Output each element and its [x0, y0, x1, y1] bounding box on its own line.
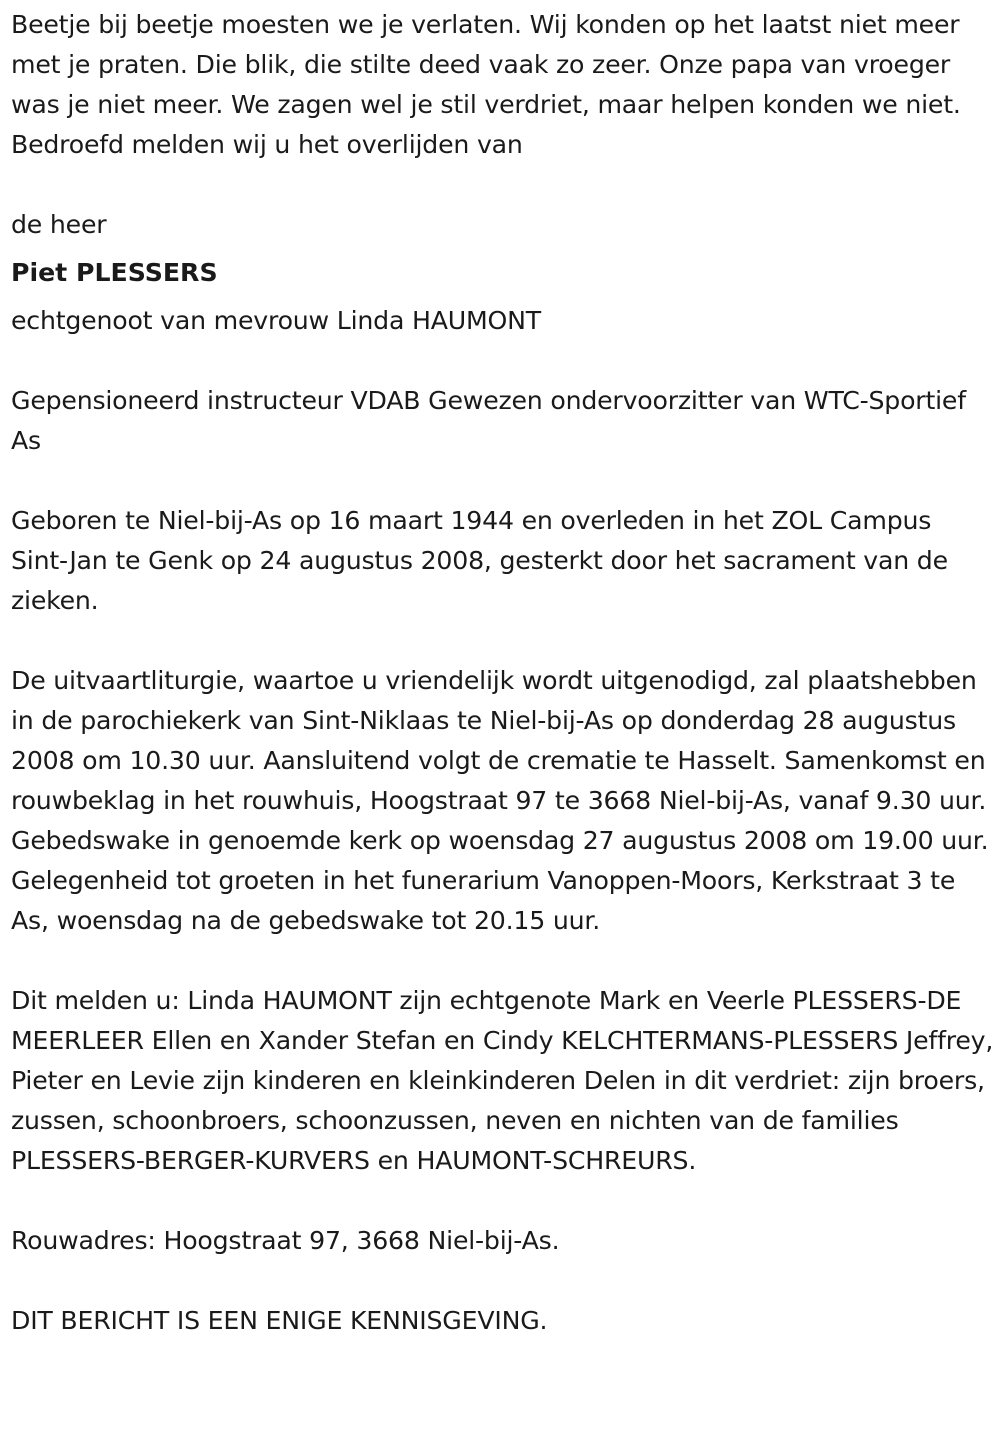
spacer	[11, 165, 996, 205]
title-prefix: de heer	[11, 210, 107, 239]
spacer	[11, 941, 996, 981]
obituary-notice	[11, 5, 996, 1341]
spacer	[11, 461, 996, 501]
birth-death-paragraph: Geboren te Niel-bij-As op 16 maart 1944 en overleden in het ZOL Campus Sint-Jan te Genk op 24 augustus 2008, gesterkt door het sacrament van de zieken.	[11, 506, 948, 615]
spacer	[11, 1181, 996, 1221]
spacer	[11, 293, 996, 301]
closing-line: DIT BERICHT IS EEN ENIGE KENNISGEVING.	[11, 1306, 548, 1335]
occupation-paragraph: Gepensioneerd instructeur VDAB Gewezen ondervoorzitter van WTC-Sportief As	[11, 386, 966, 455]
spacer	[11, 245, 996, 253]
address-line: Rouwadres: Hoogstraat 97, 3668 Niel-bij-As.	[11, 1226, 560, 1255]
funeral-paragraph: De uitvaartliturgie, waartoe u vriendelijk wordt uitgenodigd, zal plaatshebben in de parochiekerk van Sint-Niklaas te Niel-bij-As op donderdag 28 augustus 2008 om 10.30 uur. Aansluitend volgt de crematie te Hasselt. Samenkomst en rouwbeklag in het rouwhuis, Hoogstraat 97 te 3668 Niel-bij-As, vanaf 9.30 uur. Gebedswake in genoemde kerk op woensdag 27 augustus 2008 om 19.00 uur. Gelegenheid tot groeten in het funerarium Vanoppen-Moors, Kerkstraat 3 te As, woensdag na de gebedswake tot 20.15 uur.	[11, 666, 989, 935]
deceased-name: Piet PLESSERS	[11, 258, 218, 287]
intro-paragraph: Beetje bij beetje moesten we je verlaten. Wij konden op het laatst niet meer met je praten. Die blik, die stilte deed vaak zo zeer. Onze papa van vroeger was je niet meer. We zagen wel je stil verdriet, maar helpen konden we niet. Bedroefd melden wij u het overlijden van	[11, 10, 961, 159]
spacer	[11, 1261, 996, 1301]
spacer	[11, 341, 996, 381]
spouse-line: echtgenoot van mevrouw Linda HAUMONT	[11, 306, 541, 335]
spacer	[11, 621, 996, 661]
family-paragraph: Dit melden u: Linda HAUMONT zijn echtgenote Mark en Veerle PLESSERS-DE MEERLEER Ellen en Xander Stefan en Cindy KELCHTERMANS-PLESSERS Jeffrey, Pieter en Levie zijn kinderen en kleinkinderen Delen in dit verdriet: zijn broers, zussen, schoonbroers, schoonzussen, neven en nichten van de families PLESSERS-BERGER-KURVERS en HAUMONT-SCHREURS.	[11, 986, 994, 1175]
